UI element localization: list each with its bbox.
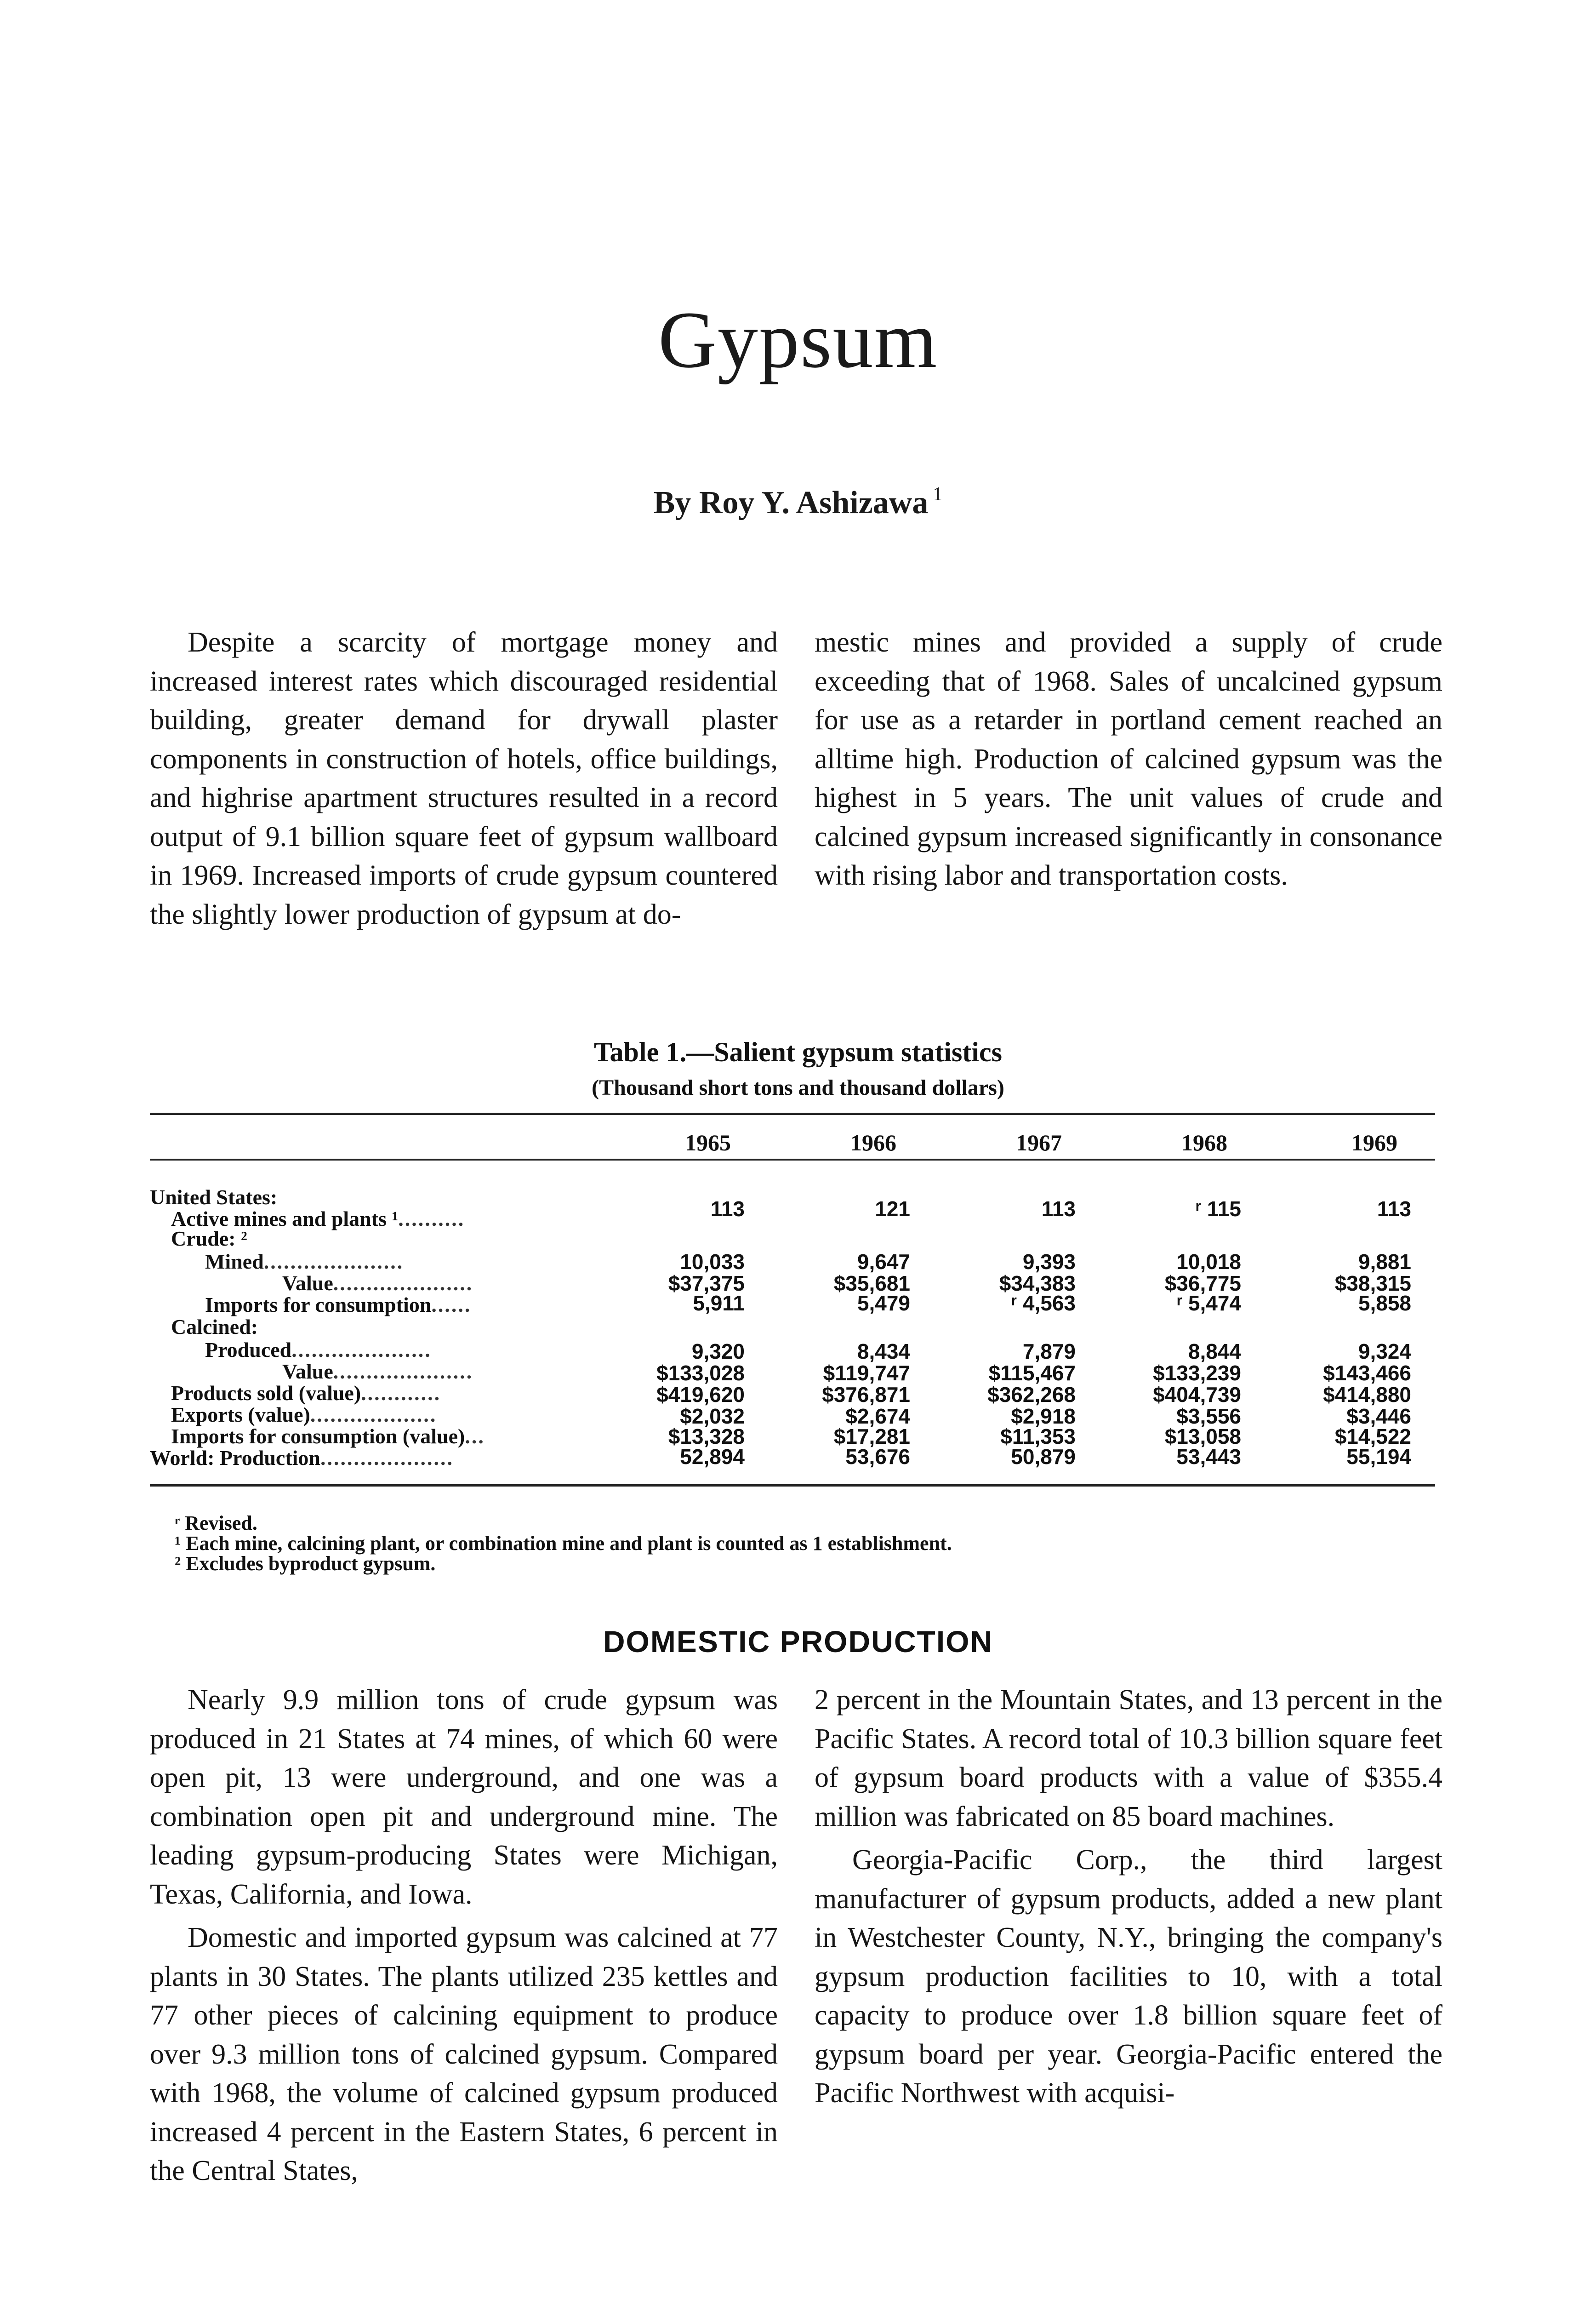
section-heading: DOMESTIC PRODUCTION [603, 1624, 993, 1658]
table-cell: $13,328 [668, 1424, 745, 1448]
table-cell: $119,747 [823, 1361, 910, 1385]
table-cell: $133,239 [1153, 1361, 1241, 1385]
table-cell: $143,466 [1323, 1361, 1411, 1385]
intro-paragraph-left: Despite a scarcity of mortgage money and increased interest rates which discouraged residential building, greater demand for drywall plaster components in construction of hotels, office buildings, and highrise apartment structures resulted in a record output of 9.1 billion square feet of gypsum wallboard in 1969. Increased imports of crude gypsum countered the slightly lower production of gypsum at do- [150, 627, 778, 930]
table-row-label [205, 1251, 404, 1273]
table-row-label [282, 1361, 473, 1383]
row-label-text: Imports for consumption (value) [171, 1424, 465, 1448]
table-cell: 9,324 [1358, 1339, 1411, 1363]
body-paragraph: Domestic and imported gypsum was calcined at 77 plants in 30 States. The plants utilized 235 kettles and 77 other pieces of calcining equipment to produce over 9.3 million tons of calcined gypsum. Compared with 1968, the volume of calcined gypsum produced increased 4 percent in the Eastern States, 6 percent in the Central States, [150, 1922, 778, 2186]
dot-leader: ... [465, 1424, 485, 1448]
row-label-text: Produced [205, 1338, 292, 1361]
table-column-header: 1965 [685, 1130, 731, 1155]
table-column-header: 1967 [1016, 1130, 1062, 1155]
table-column-header: 1969 [1351, 1130, 1397, 1155]
dot-leader: ..................... [263, 1250, 404, 1273]
row-label-text: Mined [205, 1250, 264, 1273]
table-footnote: ² Excludes byproduct gypsum. [175, 1552, 436, 1575]
table-cell: 52,894 [680, 1445, 745, 1469]
table-cell: 53,443 [1176, 1445, 1241, 1469]
table-cell: 113 [1041, 1197, 1076, 1221]
intro-paragraph-right: mestic mines and provided a supply of crude exceeding that of 1968. Sales of uncalcined gypsum for use as a retarder in portland cement reached an alltime high. Production of calcined gypsum was the highest in 5 years. The unit values of crude and calcined gypsum increased significantly in consonance with rising labor and transportation costs. [815, 627, 1442, 891]
table-cell: 9,881 [1358, 1250, 1411, 1274]
table-cell: ʳ 4,563 [1011, 1291, 1076, 1315]
author-name: By Roy Y. Ashizawa [653, 485, 929, 520]
table-cell: 53,676 [845, 1445, 910, 1469]
body-paragraph: Georgia-Pacific Corp., the third largest manufacturer of gypsum products, added a new plant in Westchester County, N.Y., bringing the company's gypsum production facilities to 10, with a total capacity to produce over 1.8 billion square feet of gypsum board per year. Georgia-Pacific entered the Pacific Northwest with acquisi- [815, 1844, 1442, 2109]
table-cell: $11,353 [1000, 1424, 1076, 1448]
dot-leader: ..................... [333, 1271, 473, 1295]
table-cell: $38,315 [1334, 1271, 1411, 1295]
table-cell: 113 [1377, 1197, 1411, 1221]
table-cell: 9,320 [691, 1339, 745, 1363]
table-cell: $35,681 [833, 1271, 910, 1295]
table-cell: 5,858 [1358, 1291, 1411, 1315]
table-row-label [171, 1425, 485, 1447]
table-cell: ʳ 115 [1196, 1197, 1241, 1221]
table-row-label [171, 1382, 441, 1404]
dot-leader: ............ [361, 1381, 441, 1405]
table-row-label [171, 1316, 258, 1338]
body-paragraph: 2 percent in the Mountain States, and 13 percent in the Pacific States. A record total of 10.3 billion square feet of gypsum board products with a value of $355.4 million was fabricated on 85 board machines. [815, 1684, 1442, 1832]
table-cell: 5,911 [693, 1291, 745, 1315]
table-top-rule [150, 1113, 1435, 1115]
intro-left-column [150, 623, 778, 934]
table-cell: $2,674 [845, 1404, 910, 1428]
dot-leader: .................... [320, 1446, 454, 1470]
row-label-text: Imports for consumption [205, 1293, 432, 1316]
table-cell: 5,479 [857, 1291, 910, 1315]
dot-leader: .......... [398, 1207, 465, 1230]
body-right-column [815, 1681, 1442, 2113]
table-cell: 50,879 [1011, 1445, 1076, 1469]
intro-right-column [815, 623, 1442, 895]
table-row-label [150, 1186, 277, 1208]
table-subtitle: (Thousand short tons and thousand dollars) [592, 1075, 1004, 1100]
row-label-text: Value [282, 1360, 333, 1383]
table-cell: 9,393 [1022, 1250, 1076, 1274]
table-cell: 113 [710, 1197, 745, 1221]
table-bottom-rule [150, 1484, 1435, 1487]
row-label-text: Active mines and plants ¹ [171, 1207, 399, 1230]
table-title: Table 1.—Salient gypsum statistics [594, 1037, 1002, 1067]
table-cell: $2,918 [1011, 1404, 1076, 1428]
table-cell: 8,844 [1188, 1339, 1241, 1363]
table-cell: 8,434 [857, 1339, 910, 1363]
row-label-text: Crude: ² [171, 1227, 247, 1250]
table-row-label [171, 1404, 437, 1426]
article-title: Gypsum [658, 295, 938, 385]
row-label-text: Exports (value) [171, 1403, 310, 1426]
author-byline [0, 474, 1596, 524]
table-cell: $17,281 [833, 1424, 910, 1448]
table-row-label [171, 1228, 247, 1250]
table-cell: $133,028 [656, 1361, 745, 1385]
table-cell: $362,268 [987, 1383, 1076, 1407]
table-cell: 55,194 [1346, 1445, 1411, 1469]
dot-leader: ..................... [291, 1338, 432, 1361]
row-label-text: United States: [150, 1185, 278, 1209]
table-footnote: ¹ Each mine, calcining plant, or combination mine and plant is counted as 1 establishment. [175, 1532, 952, 1555]
body-paragraph: Nearly 9.9 million tons of crude gypsum was produced in 21 States at 74 mines, of which 60 were open pit, 13 were underground, and one was a combination open pit and underground mine. The leading gypsum-producing States were Michigan, Texas, California, and Iowa. [150, 1684, 778, 1910]
table-cell: $3,556 [1176, 1404, 1241, 1428]
table-row-label [150, 1447, 454, 1469]
table-footnote: ʳ Revised. [175, 1512, 257, 1534]
dot-leader: ..................... [333, 1360, 473, 1383]
table-cell: 7,879 [1022, 1339, 1076, 1363]
table-cell: 9,647 [857, 1250, 910, 1274]
table-cell: $115,467 [988, 1361, 1076, 1385]
author-note-mark: 1 [933, 484, 943, 505]
table-column-header: 1966 [850, 1130, 896, 1155]
table-cell: $419,620 [656, 1383, 745, 1407]
table-cell: $404,739 [1153, 1383, 1241, 1407]
table-cell: 10,018 [1176, 1250, 1241, 1274]
table-cell: ʳ 5,474 [1177, 1291, 1241, 1315]
table-cell: $14,522 [1334, 1424, 1411, 1448]
row-label-text: Calcined: [171, 1315, 258, 1338]
table-row-label [205, 1294, 471, 1316]
table-cell: $13,058 [1164, 1424, 1241, 1448]
table-cell: $37,375 [668, 1271, 745, 1295]
table-cell: 10,033 [680, 1250, 745, 1274]
table-cell: $34,383 [999, 1271, 1076, 1295]
table-row-label [282, 1272, 473, 1294]
row-label-text: Products sold (value) [171, 1381, 361, 1405]
table-cell: $2,032 [680, 1404, 745, 1428]
table-cell: $376,871 [822, 1383, 910, 1407]
table-row-label [205, 1339, 432, 1361]
table-cell: $3,446 [1346, 1404, 1411, 1428]
table-cell: 121 [875, 1197, 910, 1221]
table-column-header: 1968 [1181, 1130, 1227, 1155]
table-cell: $36,775 [1164, 1271, 1241, 1295]
dot-leader: ...... [431, 1293, 472, 1316]
body-left-column [150, 1681, 778, 2190]
row-label-text: Value [282, 1271, 333, 1295]
row-label-text: World: Production [150, 1446, 321, 1470]
dot-leader: ................... [310, 1403, 437, 1426]
table-header-rule [150, 1159, 1435, 1161]
table-cell: $414,880 [1323, 1383, 1411, 1407]
